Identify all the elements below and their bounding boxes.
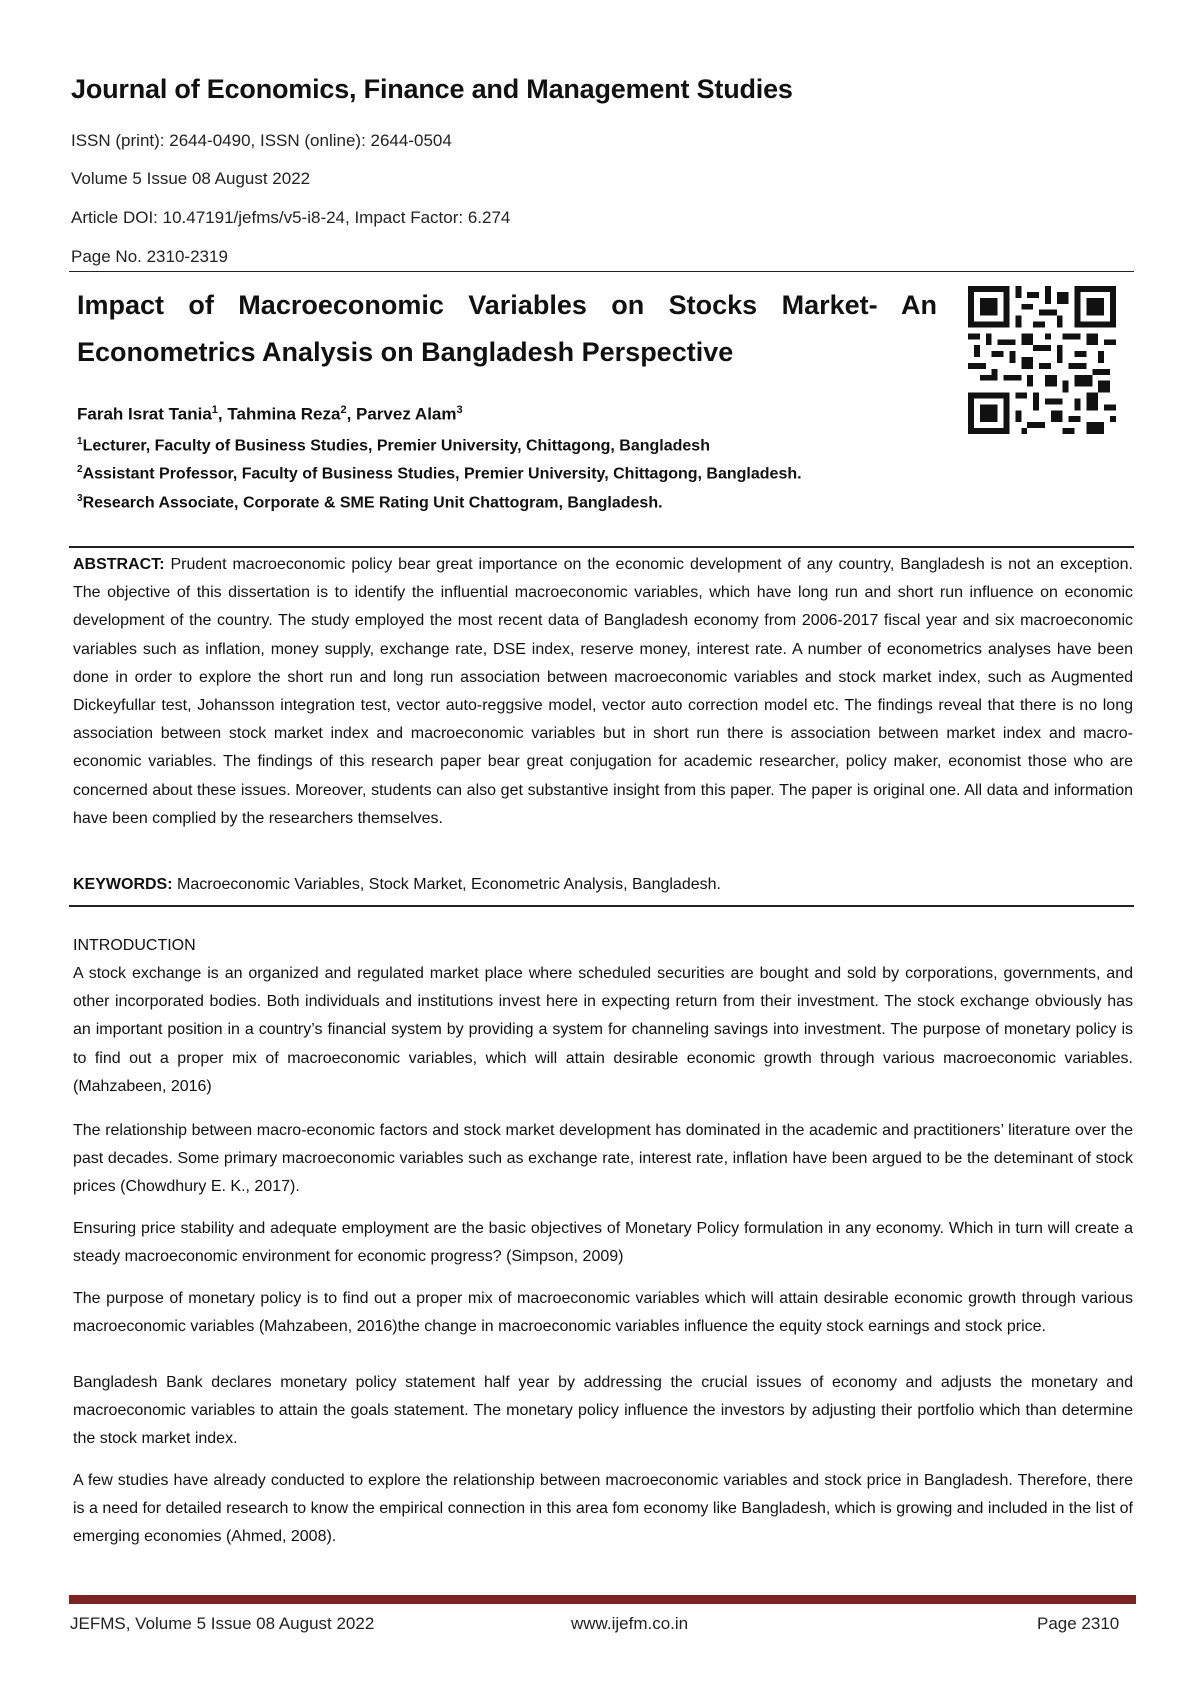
abstract-top-divider xyxy=(69,546,1134,548)
author-superscript: 1 xyxy=(211,404,218,416)
intro-paragraph: A stock exchange is an organized and regulated market place where scheduled securities are bought and sold by corporations, governments, and other incorporated bodies. Both individuals and institutions invest here in expecting return from their investment. The stock exchange obviously has an important position in a country’s financial system by providing a system for channeling savings into investment. The purpose of monetary policy is to find out a proper mix of macroeconomic variables, which will attain desirable economic growth through various macroeconomic variables. (Mahzabeen, 2016) xyxy=(73,965,1133,1095)
footer-divider xyxy=(69,1595,1136,1604)
issn-line: ISSN (print): 2644-0490, ISSN (online): 2644-0504 xyxy=(71,131,452,150)
affiliation-superscript: 1 xyxy=(77,436,83,447)
affiliation-superscript: 3 xyxy=(77,493,83,504)
keywords-text: Macroeconomic Variables, Stock Market, Econometric Analysis, Bangladesh. xyxy=(172,876,721,893)
journal-title: Journal of Economics, Finance and Management Studies xyxy=(71,74,793,104)
keywords xyxy=(73,876,1133,894)
author-name: Farah Israt Tania xyxy=(77,404,212,424)
footer-page-number: Page 2310 xyxy=(1037,1614,1120,1633)
abstract-bottom-divider xyxy=(69,905,1134,907)
abstract-text: Prudent macroeconomic policy bear great importance on the economic development of any country, Bangladesh is not an exception. The objective of this dissertation is to identify the influential macroeconomic variables, which have long run and short run influence on economic development of the country. The study employed the most recent data of Bangladesh economy from 2006-2017 fiscal year and six macroeconomic variables such as inflation, money supply, exchange rate, DSE index, reserve money, interest rate. A number of econometrics analyses have been done in order to explore the short run and long run association between macroeconomic variables and stock market index, such as Augmented Dickeyfullar test, Johansson integration test, vector auto-reggsive model, vector auto correction model etc. The findings reveal that there is no long association between stock market index and macroeconomic variables but in short run there is association between market index and macro-economic variables. The findings of this research paper bear great conjugation for academic researcher, policy maker, economist those who are concerned about these issues. Moreover, students can also get substantive insight from this paper. The paper is original one. All data and information have been complied by the researchers themselves. xyxy=(73,556,1133,827)
qr-code-icon[interactable] xyxy=(968,286,1116,434)
page-number-line: Page No. 2310-2319 xyxy=(71,247,228,266)
footer-journal-info: JEFMS, Volume 5 Issue 08 August 2022 xyxy=(70,1614,375,1633)
intro-paragraph: A few studies have already conducted to explore the relationship between macroeconomic variables and stock price in Bangladesh. Therefore, there is a need for detailed research to know the empirical connection in this area fom economy like Bangladesh, which is growing and included in the list of emerging economies (Ahmed, 2008). xyxy=(73,1472,1133,1546)
author-name: Tahmina Reza xyxy=(227,404,341,424)
affiliation-text: Lecturer, Faculty of Business Studies, Premier University, Chittagong, Bangladesh xyxy=(82,437,710,455)
header-divider xyxy=(69,271,1134,272)
paper-title: Impact of Macroeconomic Variables on Stocks Market- An Econometrics Analysis on Bangladesh Perspective xyxy=(77,290,937,367)
intro-paragraph: Ensuring price stability and adequate employment are the basic objectives of Monetary Policy formulation in any economy. Which in turn will create a steady macroeconomic environment for economic progress? (Simpson, 2009) xyxy=(73,1220,1133,1266)
intro-paragraph: The relationship between macro-economic factors and stock market development has dominated in the academic and practitioners’ literature over the past decades. Some primary macroeconomic variables such as exchange rate, interest rate, inflation have been argued to be the deteminant of stock prices (Chowdhury E. K., 2017). xyxy=(73,1122,1133,1196)
intro-paragraph: The purpose of monetary policy is to find out a proper mix of macroeconomic variables which will attain desirable economic growth through various macroeconomic variables (Mahzabeen, 2016)the change in macroeconomic variables influence the equity stock earnings and stock price. xyxy=(73,1290,1133,1336)
affiliation-3 xyxy=(77,493,663,512)
introduction-heading: INTRODUCTION xyxy=(73,937,196,954)
doi-line: Article DOI: 10.47191/jefms/v5-i8-24, Impact Factor: 6.274 xyxy=(71,208,511,227)
affiliation-1 xyxy=(77,436,710,455)
volume-line: Volume 5 Issue 08 August 2022 xyxy=(71,169,311,188)
author-list xyxy=(77,404,463,425)
affiliation-superscript: 2 xyxy=(77,464,83,475)
keywords-label: KEYWORDS: xyxy=(73,876,173,893)
author-separator: , xyxy=(346,404,357,424)
author-separator: , xyxy=(217,404,228,424)
affiliation-text: Assistant Professor, Faculty of Business Studies, Premier University, Chittagong, Bangladesh. xyxy=(82,465,802,483)
author-superscript: 2 xyxy=(340,404,347,416)
abstract-label: ABSTRACT: xyxy=(73,556,165,573)
affiliation-2 xyxy=(77,464,802,483)
footer-website-link[interactable]: www.ijefm.co.in xyxy=(571,1614,689,1633)
author-superscript: 3 xyxy=(456,404,463,416)
abstract xyxy=(73,551,1133,833)
affiliation-text: Research Associate, Corporate & SME Rating Unit Chattogram, Bangladesh. xyxy=(82,494,663,512)
author-name: Parvez Alam xyxy=(356,404,457,424)
intro-paragraph: Bangladesh Bank declares monetary policy statement half year by addressing the crucial issues of economy and adjusts the monetary and macroeconomic variables to attain the goals statement. The monetary policy influence the investors by adjusting their portfolio which than determine the stock market index. xyxy=(73,1374,1133,1448)
